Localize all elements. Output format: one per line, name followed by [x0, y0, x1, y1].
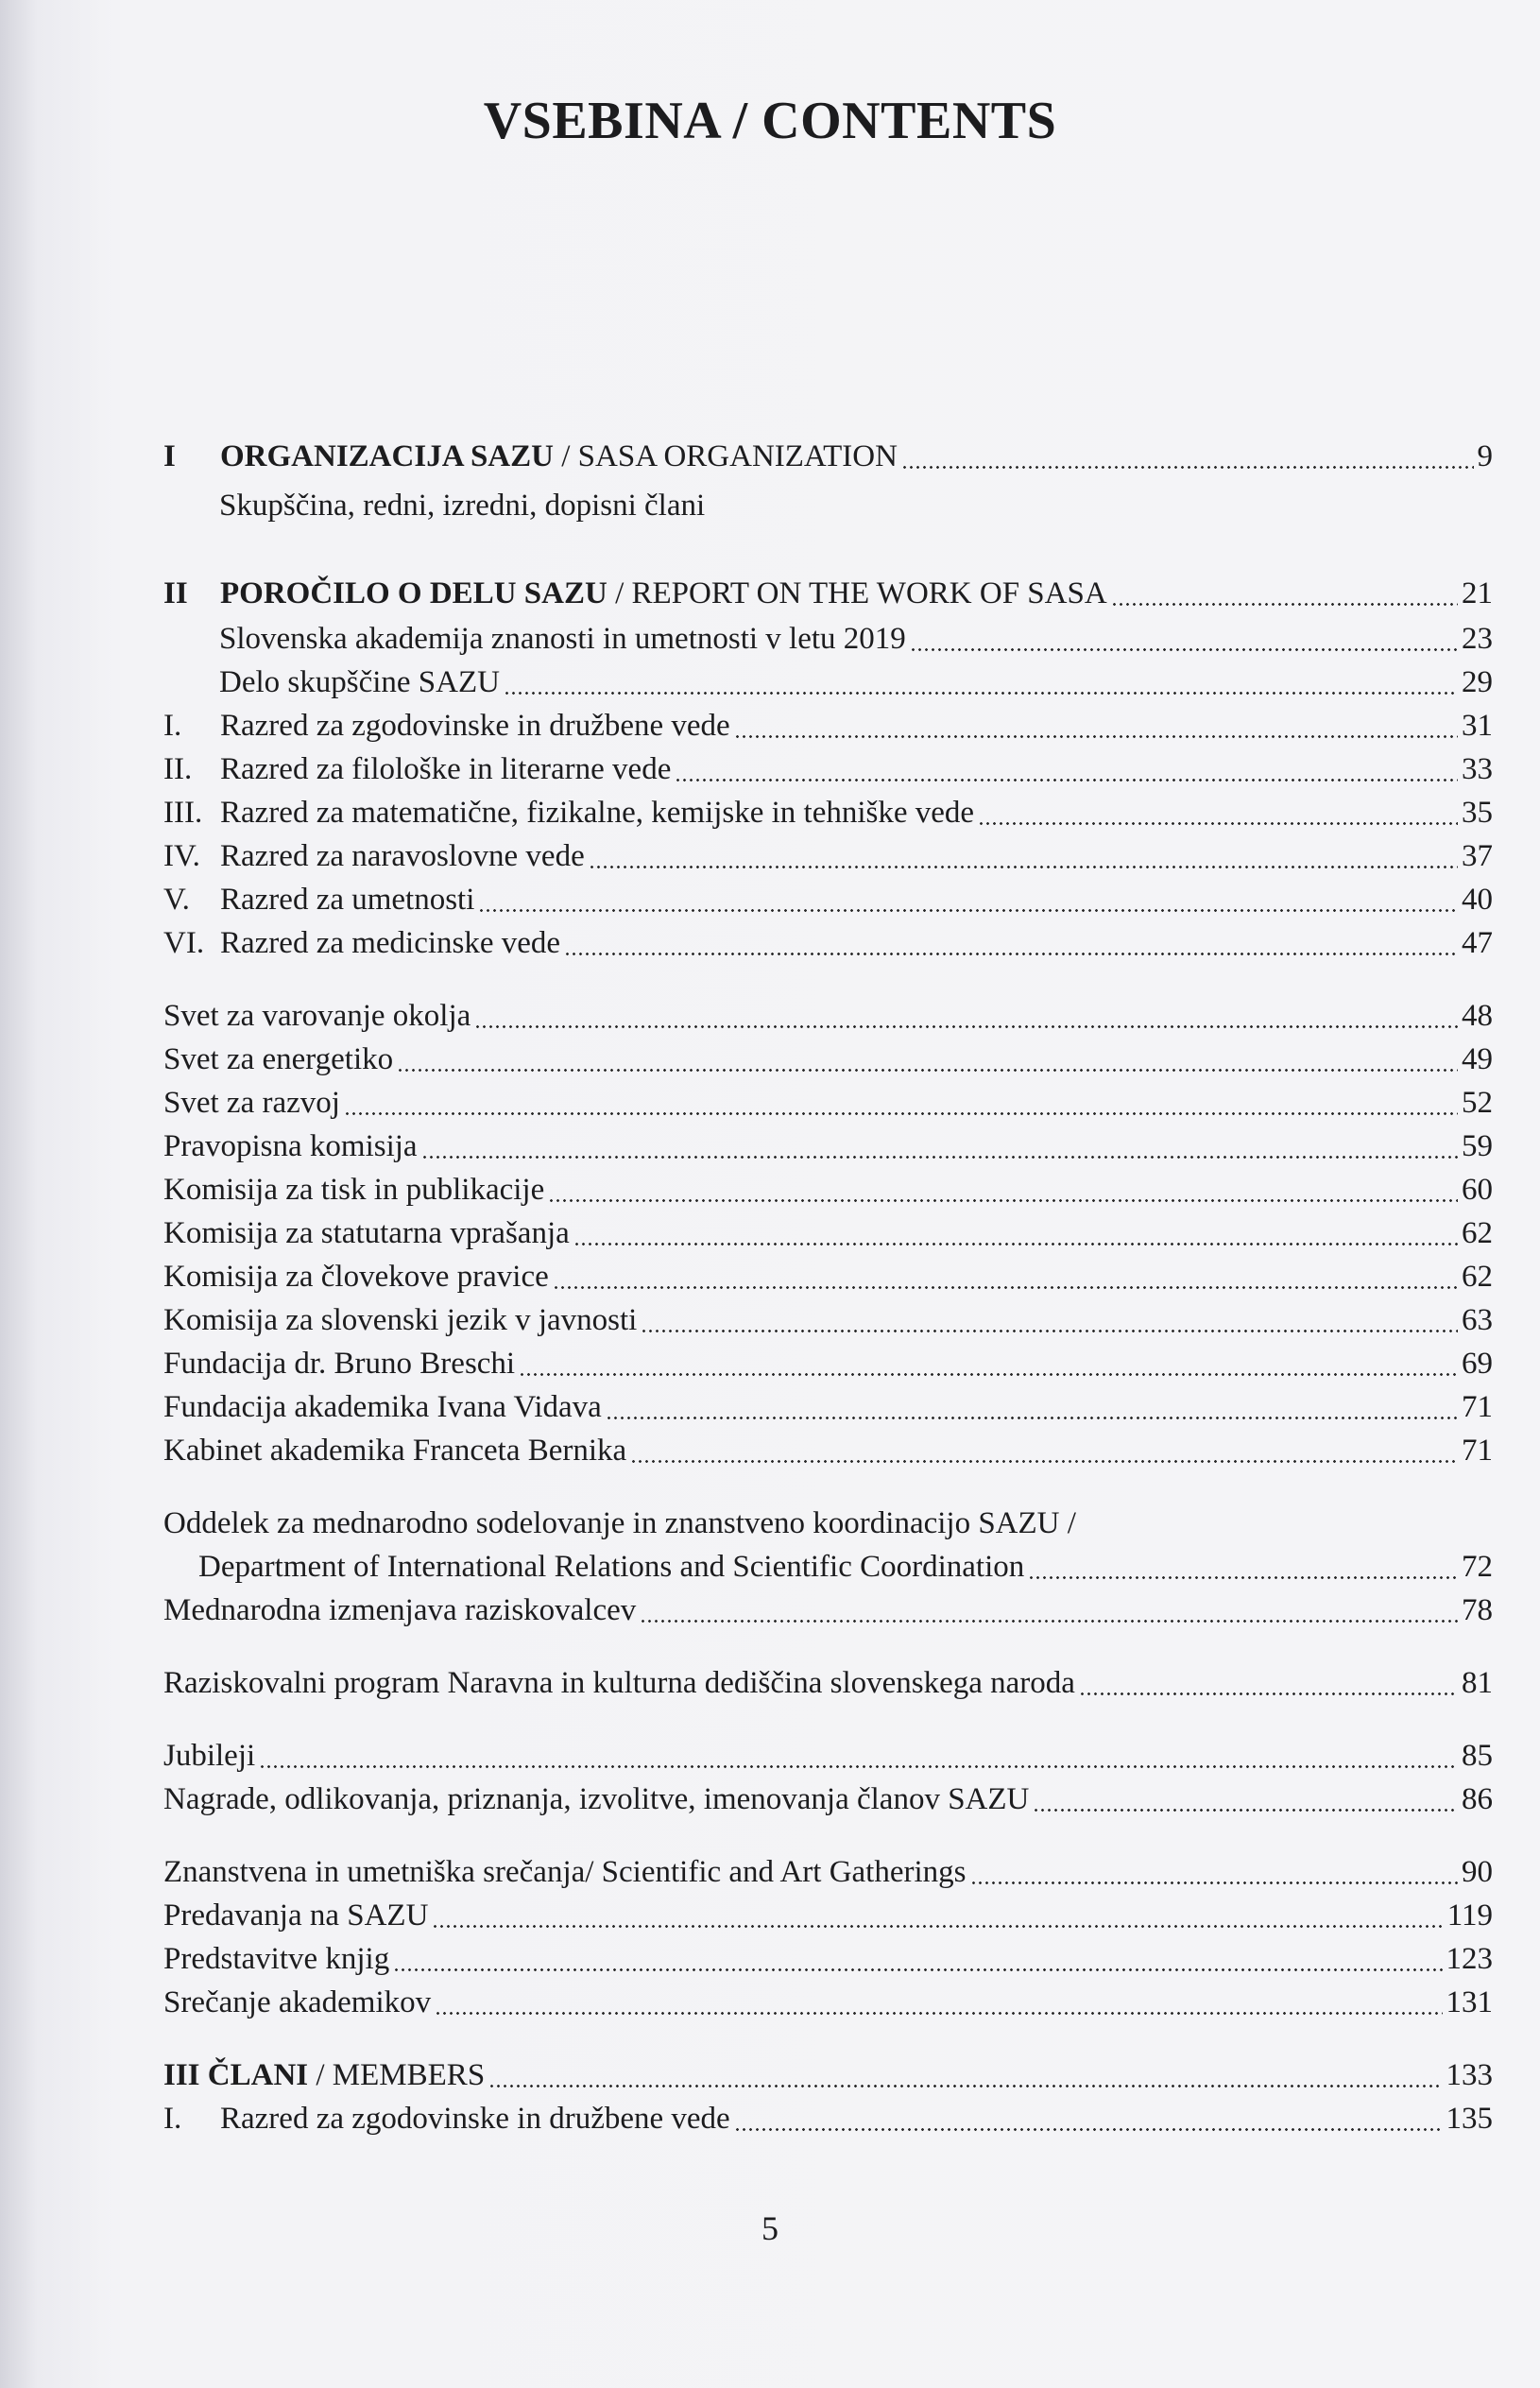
toc-entry-page-number: 133 — [1446, 2058, 1493, 2092]
toc-entry-label: Jubileji — [163, 1739, 256, 1773]
dot-leader — [1111, 572, 1458, 615]
toc-entry-page-number: 71 — [1462, 1390, 1493, 1424]
toc-entry[interactable] — [163, 994, 1493, 1038]
toc-entry-page-number: 86 — [1462, 1782, 1493, 1816]
dot-leader — [630, 1429, 1458, 1472]
dot-leader — [432, 1894, 1443, 1937]
toc-entry-page-number: 62 — [1462, 1216, 1493, 1250]
toc-entry-label: Razred za umetnosti — [220, 883, 475, 917]
dot-leader — [435, 1981, 1442, 2024]
toc-entry-label: Svet za varovanje okolja — [163, 999, 471, 1033]
dot-leader — [640, 1589, 1458, 1632]
page-number: 5 — [761, 2209, 779, 2247]
dot-leader — [734, 2097, 1443, 2140]
toc-entry[interactable] — [163, 572, 1493, 615]
toc-entry-subtitle: / MEMBERS — [308, 2058, 486, 2092]
toc-entry-number: III. — [163, 796, 203, 830]
toc-entry-label: Predstavitve knjig — [163, 1942, 390, 1976]
toc-entry[interactable] — [163, 1038, 1493, 1081]
dot-leader — [478, 878, 1458, 921]
toc-entry[interactable] — [163, 1937, 1493, 1981]
toc-entry[interactable] — [163, 791, 1493, 834]
toc-entry-heading: ORGANIZACIJA SAZU — [220, 439, 554, 473]
toc-entry[interactable] — [163, 1211, 1493, 1255]
dot-leader — [553, 1255, 1458, 1298]
toc-entry-page-number: 123 — [1446, 1942, 1493, 1976]
toc-entry-number: VI. — [163, 926, 205, 960]
toc-entry-label: Svet za energetiko — [163, 1042, 394, 1076]
toc-entry-number: II. — [163, 752, 193, 786]
toc-entry-page-number: 33 — [1462, 752, 1493, 786]
toc-entry-page-number: 48 — [1462, 999, 1493, 1033]
toc-entry[interactable] — [219, 661, 1493, 704]
dot-leader — [910, 617, 1458, 661]
toc-entry-number: I. — [163, 2102, 182, 2136]
toc-entry-page-number: 23 — [1462, 622, 1493, 656]
toc-entry-page-number: 37 — [1462, 839, 1493, 873]
toc-entry-page-number: 85 — [1462, 1739, 1493, 1773]
toc-entry-number: I — [163, 439, 176, 473]
dot-leader — [641, 1298, 1458, 1342]
toc-entry-page-number: 60 — [1462, 1173, 1493, 1207]
toc-entry-label: Delo skupščine SAZU — [219, 665, 500, 699]
toc-entry-page-number: 81 — [1462, 1666, 1493, 1700]
toc-entry-page-number: 47 — [1462, 926, 1493, 960]
dot-leader — [259, 1734, 1458, 1778]
toc-entry[interactable] — [163, 1734, 1493, 1778]
toc-entry[interactable] — [219, 617, 1493, 661]
toc-entry[interactable] — [163, 1429, 1493, 1472]
toc-entry[interactable] — [163, 1342, 1493, 1385]
dot-leader — [488, 2053, 1442, 2097]
toc-entry[interactable] — [219, 484, 705, 527]
toc-entry[interactable] — [163, 1589, 1493, 1632]
toc-entry-number: IV. — [163, 839, 200, 873]
toc-entry-number: I. — [163, 709, 182, 743]
dot-leader — [548, 1168, 1458, 1211]
toc-entry-label: Srečanje akademikov — [163, 1985, 432, 2019]
toc-entry-subtitle: / REPORT ON THE WORK OF SASA — [607, 576, 1107, 610]
dot-leader — [1079, 1661, 1458, 1705]
dot-leader — [1028, 1545, 1458, 1589]
toc-entry[interactable] — [163, 834, 1493, 878]
dot-leader — [978, 791, 1458, 834]
toc-entry-label: Mednarodna izmenjava raziskovalcev — [163, 1593, 637, 1627]
toc-entry[interactable] — [163, 1255, 1493, 1298]
dot-leader — [519, 1342, 1458, 1385]
toc-entry-page-number: 78 — [1462, 1593, 1493, 1627]
toc-entry[interactable] — [163, 1081, 1493, 1125]
dot-leader — [675, 747, 1458, 791]
toc-entry-label: Komisija za statutarna vprašanja — [163, 1216, 570, 1250]
toc-entry-page-number: 131 — [1446, 1985, 1493, 2019]
toc-entry[interactable] — [163, 1502, 1076, 1545]
dot-leader — [344, 1081, 1458, 1125]
toc-entry-label: Razred za naravoslovne vede — [220, 839, 585, 873]
toc-entry-label: Department of International Relations and Scientific Coordination — [198, 1550, 1025, 1584]
toc-entry-page-number: 40 — [1462, 883, 1493, 917]
dot-leader — [397, 1038, 1458, 1081]
dot-leader — [589, 834, 1458, 878]
toc-entry[interactable] — [163, 747, 1493, 791]
toc-entry[interactable] — [163, 1661, 1493, 1705]
toc-entry-page-number: 35 — [1462, 796, 1493, 830]
toc-entry-label: Razred za matematične, fizikalne, kemijske in tehniške vede — [220, 796, 975, 830]
toc-entry-number: II — [163, 576, 188, 610]
toc-entry[interactable] — [163, 1850, 1493, 1894]
toc-entry[interactable] — [163, 1125, 1493, 1168]
toc-entry-page-number: 71 — [1462, 1434, 1493, 1468]
toc-entry-subtitle: / SASA ORGANIZATION — [553, 439, 898, 473]
toc-entry[interactable] — [163, 435, 1493, 478]
toc-entry-label: Raziskovalni program Naravna in kulturna dediščina slovenskega naroda — [163, 1666, 1075, 1700]
toc-entry-label: Pravopisna komisija — [163, 1129, 418, 1163]
dot-leader — [421, 1125, 1458, 1168]
toc-entry-page-number: 90 — [1462, 1855, 1493, 1889]
toc-entry-page-number: 29 — [1462, 665, 1493, 699]
dot-leader — [573, 1211, 1458, 1255]
dot-leader — [564, 921, 1458, 965]
toc-entry[interactable] — [163, 1168, 1493, 1211]
toc-entry-label: Slovenska akademija znanosti in umetnosti v letu 2019 — [219, 622, 906, 656]
toc-entry-page-number: 59 — [1462, 1129, 1493, 1163]
toc-entry[interactable] — [163, 2097, 1493, 2140]
toc-entry-label: Oddelek za mednarodno sodelovanje in znanstveno koordinacijo SAZU / — [163, 1506, 1076, 1540]
toc-entry-label: Razred za filološke in literarne vede — [220, 752, 672, 786]
dot-leader — [606, 1385, 1458, 1429]
dot-leader — [1033, 1778, 1458, 1821]
toc-entry-label: Komisija za slovenski jezik v javnosti — [163, 1303, 638, 1337]
toc-entry-label: Predavanja na SAZU — [163, 1898, 429, 1933]
toc-entry-page-number: 135 — [1446, 2102, 1493, 2136]
toc-entry-page-number: 63 — [1462, 1303, 1493, 1337]
toc-entry-page-number: 52 — [1462, 1086, 1493, 1120]
toc-entry[interactable] — [163, 704, 1493, 747]
toc-entry[interactable] — [163, 878, 1493, 921]
toc-entry-label: Razred za zgodovinske in družbene vede — [220, 2102, 730, 2136]
toc-entry[interactable] — [163, 2053, 1493, 2097]
toc-entry-label: Fundacija akademika Ivana Vidava — [163, 1390, 602, 1424]
toc-entry-heading: POROČILO O DELU SAZU — [220, 576, 607, 610]
toc-entry[interactable] — [163, 1894, 1493, 1937]
toc-entry-label: Razred za medicinske vede — [220, 926, 561, 960]
dot-leader — [504, 661, 1458, 704]
toc-entry-page-number: 119 — [1446, 1898, 1493, 1933]
toc-entry-page-number: 31 — [1462, 709, 1493, 743]
toc-entry[interactable] — [163, 1981, 1493, 2024]
toc-entry-page-number: 49 — [1462, 1042, 1493, 1076]
toc-entry[interactable] — [163, 1385, 1493, 1429]
toc-entry-page-number: 9 — [1477, 439, 1493, 473]
toc-entry-label: Komisija za človekove pravice — [163, 1260, 549, 1294]
toc-entry-heading: III ČLANI — [163, 2058, 309, 2092]
toc-entry-label: Nagrade, odlikovanja, priznanja, izvolitve, imenovanja članov SAZU — [163, 1782, 1030, 1816]
dot-leader — [474, 994, 1458, 1038]
toc-entry[interactable] — [163, 1778, 1493, 1821]
toc-entry-page-number: 72 — [1462, 1550, 1493, 1584]
toc-entry[interactable] — [198, 1545, 1493, 1589]
toc-entry-label: Komisija za tisk in publikacije — [163, 1173, 545, 1207]
dot-leader — [734, 704, 1458, 747]
toc-entry[interactable] — [163, 1298, 1493, 1342]
dot-leader — [393, 1937, 1442, 1981]
dot-leader — [970, 1850, 1459, 1894]
toc-entry-page-number: 69 — [1462, 1347, 1493, 1381]
toc-entry-label: Fundacija dr. Bruno Breschi — [163, 1347, 516, 1381]
toc-entry-label: Znanstvena in umetniška srečanja/ Scientific and Art Gatherings — [163, 1855, 967, 1889]
toc-entry-page-number: 21 — [1462, 576, 1493, 610]
toc-entry-label: Razred za zgodovinske in družbene vede — [220, 709, 730, 743]
toc-entry-label: Skupščina, redni, izredni, dopisni člani — [219, 489, 706, 523]
toc-entry[interactable] — [163, 921, 1493, 965]
toc-entry-number: V. — [163, 883, 190, 917]
toc-entry-page-number: 62 — [1462, 1260, 1493, 1294]
toc-entry-label: Svet za razvoj — [163, 1086, 340, 1120]
dot-leader — [901, 435, 1474, 478]
toc-entry-label: Kabinet akademika Franceta Bernika — [163, 1434, 627, 1468]
page-title: VSEBINA / CONTENTS — [483, 92, 1057, 150]
